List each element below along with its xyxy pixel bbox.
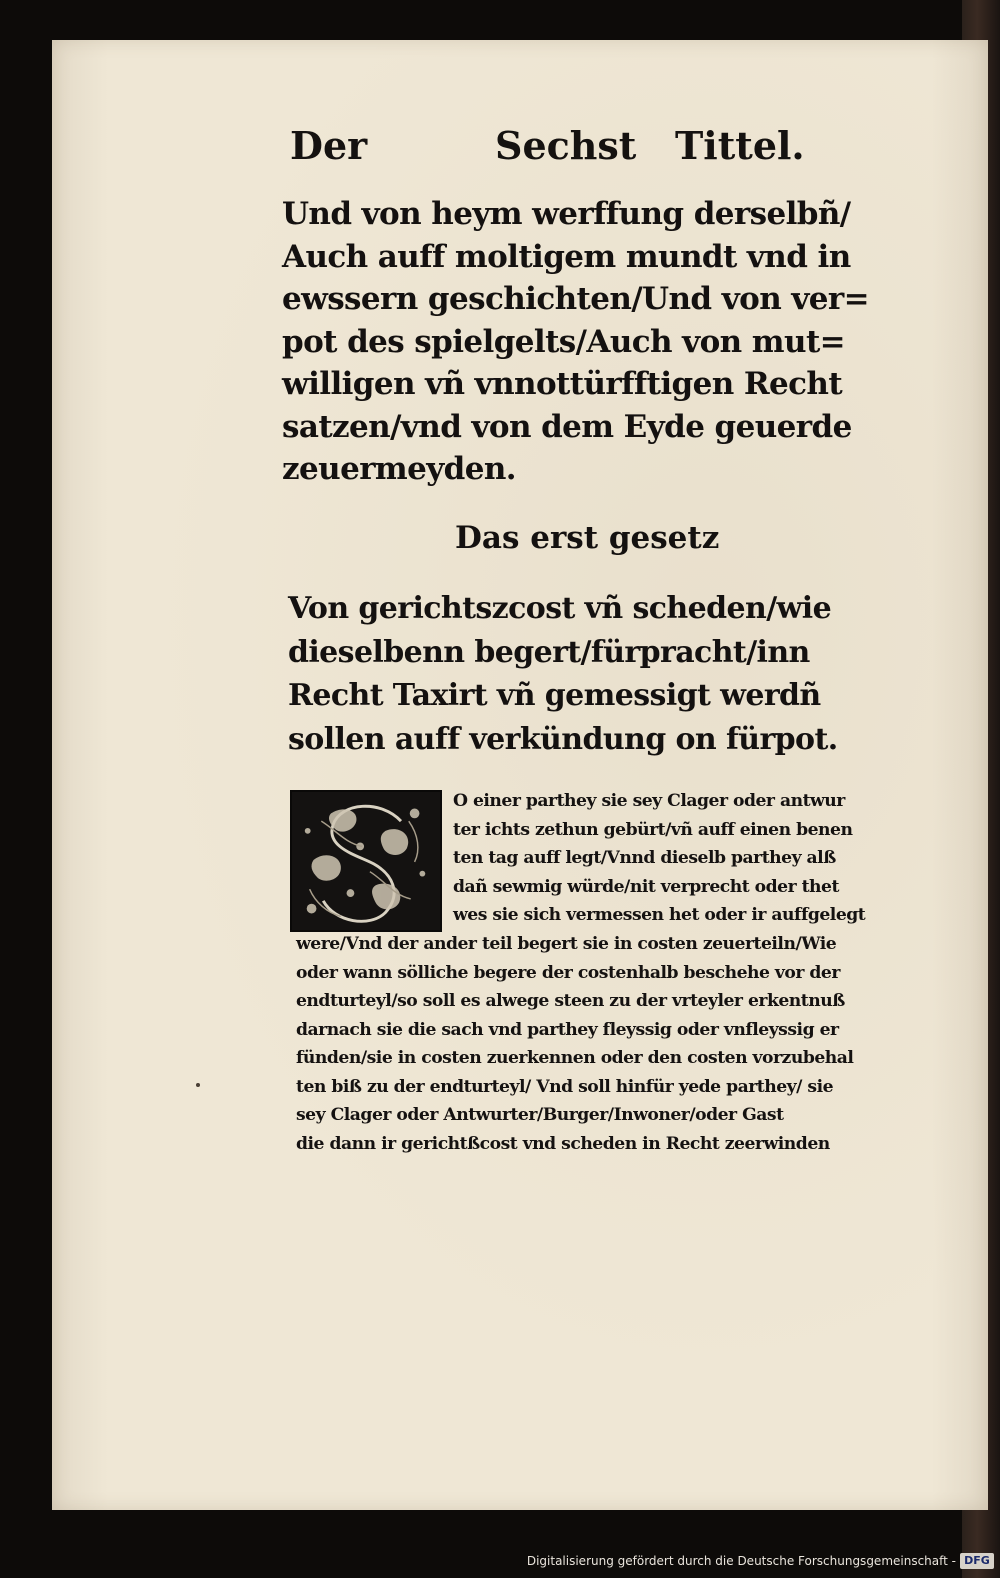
title-line: willigen vñ vnnottürfftigen Recht [282, 366, 843, 402]
body-line: ten tag auff legt/Vnnd dieselb parthey alß [453, 848, 836, 868]
summary-line: Recht Taxirt vñ gemessigt werdñ [288, 678, 821, 713]
title-line: pot des spielgelts/Auch von mut= [282, 323, 846, 360]
ink-speck [196, 1083, 200, 1087]
title-line: Auch auff moltigem mundt vnd in [282, 238, 851, 275]
law-heading: Das erst gesetz [455, 520, 720, 556]
body-line: fünden/sie in costen zuerkennen oder den costen vorzubehal [296, 1048, 854, 1068]
body-line: die dann ir gerichtßcost vnd scheden in Recht zeerwinden [296, 1133, 830, 1154]
running-head-center: Sechst [495, 123, 637, 168]
summary-line: sollen auff verkündung on fürpot. [288, 721, 838, 757]
body-line: wes sie sich vermessen het oder ir auffgelegt [453, 905, 866, 925]
summary-paragraph [288, 587, 888, 761]
summary-line: Von gerichtszcost vñ scheden/wie [288, 591, 832, 626]
body-text-indented [453, 787, 893, 930]
body-line: O einer parthey sie sey Clager oder antwur [453, 791, 845, 811]
running-head-left: Der [290, 123, 368, 168]
body-line: oder wann sölliche begere der costenhalb beschehe vor der [296, 962, 840, 983]
body-line: were/Vnd der ander teil begert sie in costen zeuerteiln/Wie [296, 934, 837, 954]
title-line: satzen/vnd von dem Eyde geuerde [282, 408, 852, 445]
body-line: ten biß zu der endturteyl/ Vnd soll hinfür yede parthey/ sie [296, 1076, 834, 1097]
ornamental-initial-s-icon [292, 792, 440, 930]
funding-credit: Digitalisierung gefördert durch die Deutsche Forschungsgemeinschaft - [526, 1554, 956, 1568]
title-line: zeuermeyden. [282, 451, 516, 487]
dfg-logo-icon: DFG [960, 1553, 994, 1569]
ornamental-initial [290, 790, 442, 932]
body-line: darnach sie die sach vnd parthey fleyssig oder vnfleyssig er [296, 1019, 839, 1040]
body-line: ter ichts zethun gebürt/vñ auff einen benen [453, 819, 853, 840]
running-head [290, 123, 810, 173]
running-head-right: Tittel. [675, 123, 805, 168]
title-line: Und von heym werffung derselbñ/ [282, 196, 851, 232]
digitization-footer [0, 1548, 1000, 1578]
title-line: ewssern geschichten/Und von ver= [282, 281, 869, 317]
body-text-full [296, 930, 896, 1158]
body-line: endturteyl/so soll es alwege steen zu der vrteyler erkentnuß [296, 991, 845, 1011]
body-line: dañ sewmig würde/nit verprecht oder thet [453, 876, 839, 897]
summary-line: dieselbenn begert/fürpracht/inn [288, 634, 810, 670]
title-paragraph [282, 193, 882, 491]
body-line: sey Clager oder Antwurter/Burger/Inwoner/oder Gast [296, 1105, 784, 1125]
